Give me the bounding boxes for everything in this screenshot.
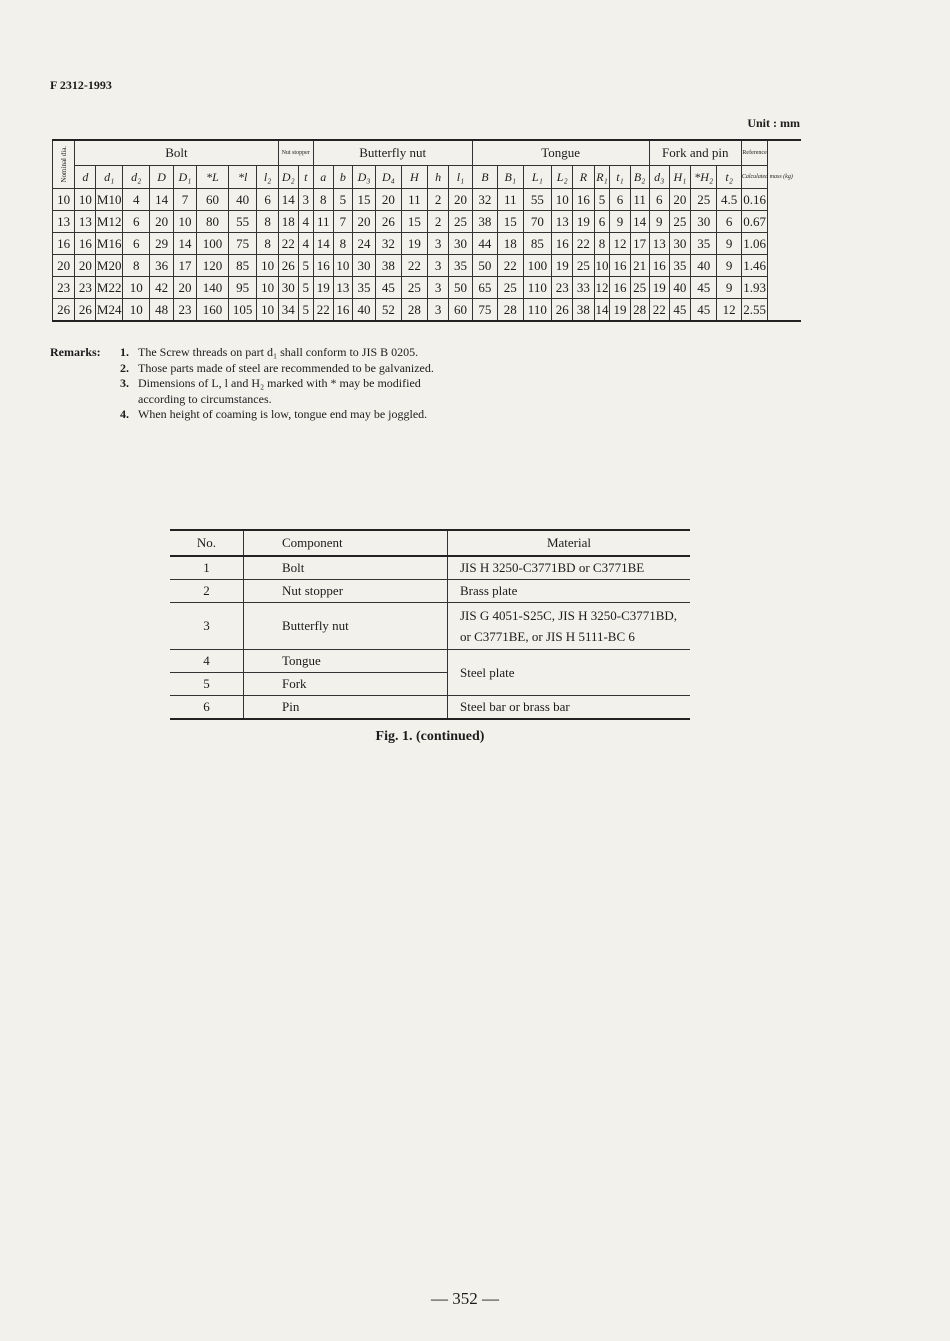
material-row: 3 Butterfly nut JIS G 4051-S25C, JIS H 3250-C3771BD, or C3771BE, or JIS H 5111-BC 6 <box>170 603 690 650</box>
table-cell: 38 <box>573 299 594 322</box>
table-cell: 45 <box>376 277 401 299</box>
table-cell: 4.5 <box>717 189 741 211</box>
material-text: JIS H 3250-C3771BD or C3771BE <box>460 560 645 575</box>
dimension-table <box>52 139 801 322</box>
table-cell: 24 <box>352 233 375 255</box>
table-cell: 15 <box>352 189 375 211</box>
table-cell: 10 <box>122 299 150 322</box>
unit-label: Unit : mm <box>747 116 800 130</box>
table-cell: 23 <box>75 277 96 299</box>
table-cell: 5 <box>298 277 313 299</box>
table-cell: 75 <box>472 299 497 322</box>
col-header: d₁ <box>96 166 122 189</box>
table-cell: 120 <box>197 255 229 277</box>
col-header: H₁ <box>669 166 690 189</box>
table-cell: 20 <box>376 189 401 211</box>
table-cell: 11 <box>401 189 427 211</box>
table-cell: 30 <box>352 255 375 277</box>
table-cell: 10 <box>594 255 610 277</box>
table-cell: 35 <box>352 277 375 299</box>
table-cell: M12 <box>96 211 122 233</box>
col-header: D₂ <box>278 166 298 189</box>
table-cell: 11 <box>498 189 523 211</box>
col-header: H <box>401 166 427 189</box>
col-header: D <box>150 166 173 189</box>
table-cell: 33 <box>573 277 594 299</box>
table-cell: 19 <box>649 277 669 299</box>
table-cell: 45 <box>690 277 716 299</box>
table-cell: 8 <box>257 233 278 255</box>
table-cell: 8 <box>313 189 333 211</box>
table-cell: 35 <box>449 255 472 277</box>
table-cell: 18 <box>278 211 298 233</box>
table-cell: M10 <box>96 189 122 211</box>
table-cell: 18 <box>498 233 523 255</box>
material-text: JIS G 4051-S25C, JIS H 3250-C3771BD, <box>460 608 678 623</box>
table-cell: 3 <box>428 277 449 299</box>
table-cell: 21 <box>630 255 649 277</box>
col-header: L₁ <box>523 166 552 189</box>
material-text: or C3771BE, or JIS H 5111-BC 6 <box>460 629 635 644</box>
nominal-dia-cell: 13 <box>53 211 75 233</box>
col-header: d <box>75 166 96 189</box>
table-cell: 100 <box>523 255 552 277</box>
table-cell: 1.93 <box>741 277 767 299</box>
table-row <box>53 255 802 277</box>
table-cell: 19 <box>401 233 427 255</box>
table-cell: 16 <box>552 233 573 255</box>
table-cell: 35 <box>690 233 716 255</box>
table-cell: 30 <box>690 211 716 233</box>
table-cell: 26 <box>376 211 401 233</box>
table-row <box>53 277 802 299</box>
table-cell: 14 <box>630 211 649 233</box>
butterfly-nut-group-header: Butterfly nut <box>313 140 472 166</box>
material-table <box>170 529 690 720</box>
table-cell: 9 <box>649 211 669 233</box>
table-cell: 22 <box>278 233 298 255</box>
remark-item: 1. The Screw threads on part d₁ shall conform to JIS B 0205. <box>120 345 419 359</box>
col-header: h <box>428 166 449 189</box>
table-cell: 45 <box>690 299 716 322</box>
table-cell: 16 <box>313 255 333 277</box>
table-cell: 60 <box>449 299 472 322</box>
table-cell: 2 <box>428 189 449 211</box>
table-cell: 38 <box>376 255 401 277</box>
table-cell: 44 <box>472 233 497 255</box>
material-row: 2 Nut stopper Brass plate <box>170 580 690 603</box>
table-cell: 14 <box>594 299 610 322</box>
table-cell: 12 <box>717 299 741 322</box>
table-cell: 29 <box>150 233 173 255</box>
table-cell: 20 <box>669 189 690 211</box>
col-header: B <box>472 166 497 189</box>
table-cell: 16 <box>333 299 352 322</box>
table-cell: 26 <box>552 299 573 322</box>
col-header: l₂ <box>257 166 278 189</box>
table-cell: 9 <box>717 277 741 299</box>
subheader-row <box>53 166 802 189</box>
col-header: D₁ <box>173 166 196 189</box>
table-cell: 65 <box>472 277 497 299</box>
table-cell: 25 <box>498 277 523 299</box>
table-cell: 100 <box>197 233 229 255</box>
table-cell: 9 <box>717 255 741 277</box>
tongue-group-header: Tongue <box>472 140 649 166</box>
table-cell: 22 <box>401 255 427 277</box>
fork-pin-group-header: Fork and pin <box>649 140 741 166</box>
table-cell: 14 <box>150 189 173 211</box>
table-cell: 19 <box>313 277 333 299</box>
table-cell: 20 <box>75 255 96 277</box>
table-cell: 26 <box>278 255 298 277</box>
table-cell: 10 <box>257 277 278 299</box>
table-cell: 55 <box>523 189 552 211</box>
table-cell: M24 <box>96 299 122 322</box>
remark-item: 4. When height of coaming is low, tongue end may be joggled. <box>120 407 428 421</box>
table-cell: 50 <box>472 255 497 277</box>
col-header: d₂ <box>122 166 150 189</box>
nominal-dia-cell: 16 <box>53 233 75 255</box>
figure-caption: Fig. 1. (continued) <box>375 729 485 744</box>
table-cell: 3 <box>298 189 313 211</box>
table-cell: 85 <box>228 255 257 277</box>
bolt-group-header: Bolt <box>75 140 278 166</box>
material-row: 6 Pin Steel bar or brass bar <box>170 696 690 720</box>
nominal-dia-cell: 20 <box>53 255 75 277</box>
table-cell: 8 <box>257 211 278 233</box>
table-cell: 16 <box>649 255 669 277</box>
table-cell: 32 <box>472 189 497 211</box>
table-cell: 40 <box>690 255 716 277</box>
material-row: 1 Bolt JIS H 3250-C3771BD or C3771BE <box>170 556 690 580</box>
col-header: B₂ <box>630 166 649 189</box>
table-cell: 70 <box>523 211 552 233</box>
table-cell: 3 <box>428 255 449 277</box>
table-cell: 40 <box>228 189 257 211</box>
table-cell: 0.16 <box>741 189 767 211</box>
table-cell: 10 <box>333 255 352 277</box>
table-cell: 2 <box>428 211 449 233</box>
col-header: t₂ <box>717 166 741 189</box>
col-header: L₂ <box>552 166 573 189</box>
table-cell: 17 <box>630 233 649 255</box>
table-cell: 95 <box>228 277 257 299</box>
table-cell: 3 <box>428 233 449 255</box>
table-cell: 1.46 <box>741 255 767 277</box>
table-cell: 160 <box>197 299 229 322</box>
table-cell: 10 <box>257 299 278 322</box>
remark-item: 3. Dimensions of L, l and H₂ marked with * may be modified <box>120 376 421 390</box>
table-cell: 16 <box>573 189 594 211</box>
table-cell: 10 <box>552 189 573 211</box>
table-cell: 20 <box>352 211 375 233</box>
table-cell: 2.55 <box>741 299 767 322</box>
table-cell: 0.67 <box>741 211 767 233</box>
table-cell: 10 <box>173 211 196 233</box>
table-cell: 28 <box>401 299 427 322</box>
table-cell: 34 <box>278 299 298 322</box>
table-cell: 55 <box>228 211 257 233</box>
col-header: d₃ <box>649 166 669 189</box>
table-cell: 20 <box>150 211 173 233</box>
table-cell: 25 <box>630 277 649 299</box>
col-header: t₁ <box>610 166 630 189</box>
table-cell: 17 <box>173 255 196 277</box>
table-cell: 9 <box>610 211 630 233</box>
table-cell: 40 <box>669 277 690 299</box>
table-cell: 50 <box>449 277 472 299</box>
col-header: R <box>573 166 594 189</box>
nominal-dia-cell: 10 <box>53 189 75 211</box>
table-row <box>53 299 802 322</box>
table-cell: 16 <box>610 255 630 277</box>
table-cell: 32 <box>376 233 401 255</box>
table-cell: 7 <box>333 211 352 233</box>
table-row <box>53 233 802 255</box>
table-cell: M20 <box>96 255 122 277</box>
table-cell: 23 <box>173 299 196 322</box>
table-cell: 52 <box>376 299 401 322</box>
col-header: a <box>313 166 333 189</box>
table-cell: 6 <box>257 189 278 211</box>
table-cell: 6 <box>122 211 150 233</box>
remark-item: according to circumstances. <box>138 391 272 406</box>
table-cell: 6 <box>649 189 669 211</box>
table-cell: 110 <box>523 299 552 322</box>
table-cell: 8 <box>333 233 352 255</box>
table-cell: 30 <box>669 233 690 255</box>
table-cell: 140 <box>197 277 229 299</box>
table-cell: 35 <box>669 255 690 277</box>
table-cell: M16 <box>96 233 122 255</box>
table-cell: 42 <box>150 277 173 299</box>
table-cell: 8 <box>122 255 150 277</box>
col-header: l₁ <box>449 166 472 189</box>
table-cell: 105 <box>228 299 257 322</box>
table-cell: 22 <box>498 255 523 277</box>
header-material: Material <box>448 530 691 556</box>
table-cell: 10 <box>75 189 96 211</box>
table-cell: 36 <box>150 255 173 277</box>
table-cell: 7 <box>173 189 196 211</box>
table-cell: 19 <box>573 211 594 233</box>
table-cell: 13 <box>75 211 96 233</box>
table-cell: 25 <box>449 211 472 233</box>
table-cell: 15 <box>401 211 427 233</box>
table-cell: 14 <box>278 189 298 211</box>
document-code: F 2312-1993 <box>50 78 112 92</box>
col-header: D₃ <box>352 166 375 189</box>
table-cell: 20 <box>449 189 472 211</box>
nominal-dia-cell: 23 <box>53 277 75 299</box>
table-cell: 22 <box>313 299 333 322</box>
table-cell: 28 <box>630 299 649 322</box>
table-cell: 10 <box>122 277 150 299</box>
remarks-list <box>120 345 640 423</box>
table-cell: 22 <box>573 233 594 255</box>
nut-stopper-group-header: Nut stopper <box>278 140 313 166</box>
table-cell: 6 <box>122 233 150 255</box>
table-cell: 13 <box>552 211 573 233</box>
table-cell: 11 <box>630 189 649 211</box>
table-cell: 5 <box>298 255 313 277</box>
table-cell: 3 <box>428 299 449 322</box>
table-cell: 28 <box>498 299 523 322</box>
table-row <box>53 189 802 211</box>
table-cell: 45 <box>669 299 690 322</box>
table-cell: 1.06 <box>741 233 767 255</box>
table-cell: 13 <box>333 277 352 299</box>
table-cell: 6 <box>717 211 741 233</box>
table-cell: 38 <box>472 211 497 233</box>
table-cell: 6 <box>594 211 610 233</box>
table-cell: 20 <box>173 277 196 299</box>
table-cell: 14 <box>313 233 333 255</box>
table-cell: 19 <box>552 255 573 277</box>
table-cell: M22 <box>96 277 122 299</box>
col-header: b <box>333 166 352 189</box>
reference-group-header: Reference <box>741 140 767 166</box>
table-cell: 25 <box>690 189 716 211</box>
table-cell: 14 <box>173 233 196 255</box>
col-header: t <box>298 166 313 189</box>
table-cell: 9 <box>717 233 741 255</box>
table-cell: 19 <box>610 299 630 322</box>
table-cell: 5 <box>594 189 610 211</box>
table-cell: 11 <box>313 211 333 233</box>
table-cell: 12 <box>610 233 630 255</box>
col-header: B₁ <box>498 166 523 189</box>
page-number: — 352 — <box>431 1289 499 1308</box>
nominal-dia-cell: 26 <box>53 299 75 322</box>
table-cell: 5 <box>298 299 313 322</box>
table-cell: 8 <box>594 233 610 255</box>
col-header: D₄ <box>376 166 401 189</box>
table-cell: 30 <box>449 233 472 255</box>
nominal-dia-header: Nominal dia. <box>53 140 75 189</box>
table-cell: 12 <box>594 277 610 299</box>
table-cell: 110 <box>523 277 552 299</box>
table-cell: 22 <box>649 299 669 322</box>
table-cell: 16 <box>75 233 96 255</box>
table-cell: 60 <box>197 189 229 211</box>
table-cell: 13 <box>649 233 669 255</box>
table-cell: 5 <box>333 189 352 211</box>
steel-plate-cell: Steel plate <box>448 650 691 696</box>
group-header-row <box>53 140 802 166</box>
remarks-label: Remarks: <box>50 345 101 359</box>
table-cell: 15 <box>498 211 523 233</box>
col-header: R₁ <box>594 166 610 189</box>
table-cell: 6 <box>610 189 630 211</box>
table-cell: 40 <box>352 299 375 322</box>
table-cell: 48 <box>150 299 173 322</box>
table-cell: 25 <box>669 211 690 233</box>
material-row: 4 Tongue Steel plate <box>170 650 690 673</box>
table-row <box>53 211 802 233</box>
table-cell: 80 <box>197 211 229 233</box>
table-cell: 4 <box>298 233 313 255</box>
table-cell: 25 <box>573 255 594 277</box>
header-component: Component <box>244 530 448 556</box>
table-cell: 4 <box>298 211 313 233</box>
header-no: No. <box>170 530 244 556</box>
table-cell: 16 <box>610 277 630 299</box>
col-header: *L <box>197 166 229 189</box>
col-header: *H₂ <box>690 166 716 189</box>
table-cell: 4 <box>122 189 150 211</box>
col-header-mass: Calculated mass (kg) <box>741 166 767 189</box>
table-cell: 26 <box>75 299 96 322</box>
table-cell: 85 <box>523 233 552 255</box>
table-cell: 10 <box>257 255 278 277</box>
material-row: 5 Fork <box>170 673 690 696</box>
remark-item: 2. Those parts made of steel are recommended to be galvanized. <box>120 360 434 375</box>
col-header: *l <box>228 166 257 189</box>
table-cell: 30 <box>278 277 298 299</box>
table-cell: 25 <box>401 277 427 299</box>
table-cell: 23 <box>552 277 573 299</box>
table-cell: 75 <box>228 233 257 255</box>
